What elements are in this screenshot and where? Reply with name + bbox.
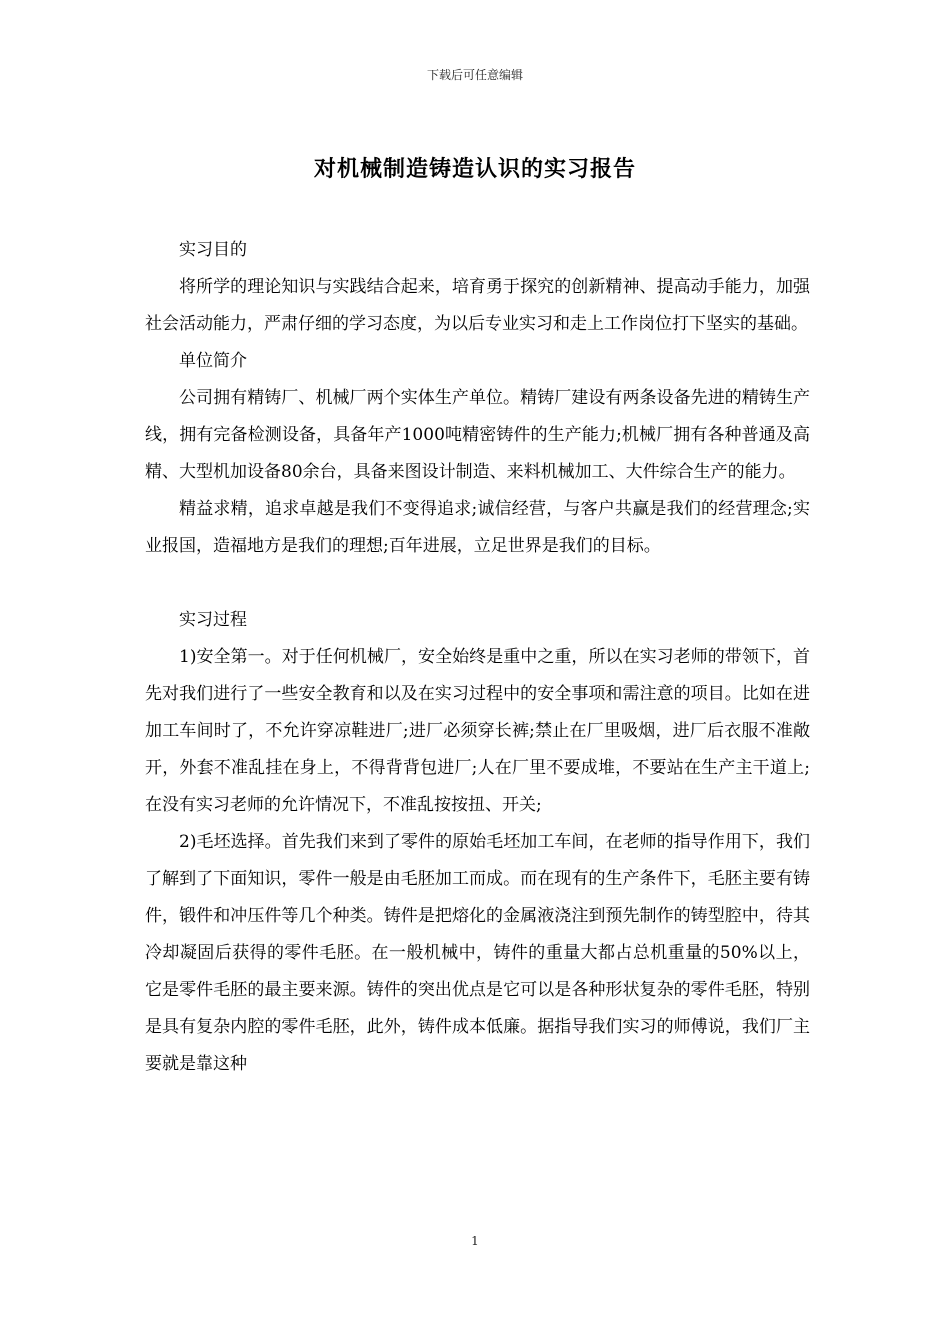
paragraph-purpose: 将所学的理论知识与实践结合起来，培育勇于探究的创新精神、提高动手能力，加强社会活动能力，严肃仔细的学习态度，为以后专业实习和走上工作岗位打下坚实的基础。 — [145, 277, 810, 334]
section-heading-purpose: 实习目的 — [179, 240, 247, 260]
paragraph-company-2: 精益求精，追求卓越是我们不变得追求;诚信经营，与客户共赢是我们的经营理念;实业报国，造福地方是我们的理想;百年进展，立足世界是我们的目标。 — [145, 499, 810, 556]
paragraph-company-1: 公司拥有精铸厂、机械厂两个实体生产单位。精铸厂建设有两条设备先进的精铸生产线，拥有完备检测设备，具备年产1000吨精密铸件的生产能力;机械厂拥有各种普通及高精、大型机加设备80余台，具备来图设计制造、来料机械加工、大件综合生产的能力。 — [145, 388, 810, 482]
document-title: 对机械制造铸造认识的实习报告 — [313, 157, 636, 182]
page-header: 下载后可任意编辑 — [426, 68, 523, 82]
page-number: 1 — [471, 1234, 479, 1248]
paragraph-process-2: 2)毛坯选择。首先我们来到了零件的原始毛坯加工车间，在老师的指导作用下，我们了解到了下面知识，零件一般是由毛胚加工而成。而在现有的生产条件下，毛胚主要有铸件，锻件和冲压件等几个种类。铸件是把熔化的金属液浇注到预先制作的铸型腔中，待其冷却凝固后获得的零件毛胚。在一般机械中，铸件的重量大都占总机重量的50%以上，它是零件毛胚的最主要来源。铸件的突出优点是它可以是各种形状复杂的零件毛胚，特别是具有复杂内腔的零件毛胚，此外，铸件成本低廉。据指导我们实习的师傅说，我们厂主要就是靠这种 — [145, 832, 810, 1074]
paragraph-process-1: 1)安全第一。对于任何机械厂，安全始终是重中之重，所以在实习老师的带领下，首先对我们进行了一些安全教育和以及在实习过程中的安全事项和需注意的项目。比如在进加工车间时了，不允许穿凉鞋进厂;进厂必须穿长裤;禁止在厂里吸烟，进厂后衣服不准敞开，外套不准乱挂在身上，不得背背包进厂;人在厂里不要成堆，不要站在生产主干道上;在没有实习老师的允许情况下，不准乱按按扭、开关; — [145, 647, 810, 815]
section-heading-process: 实习过程 — [179, 610, 247, 630]
blank-line — [145, 565, 810, 602]
section-heading-company: 单位简介 — [179, 351, 247, 371]
document-body — [145, 232, 810, 1083]
